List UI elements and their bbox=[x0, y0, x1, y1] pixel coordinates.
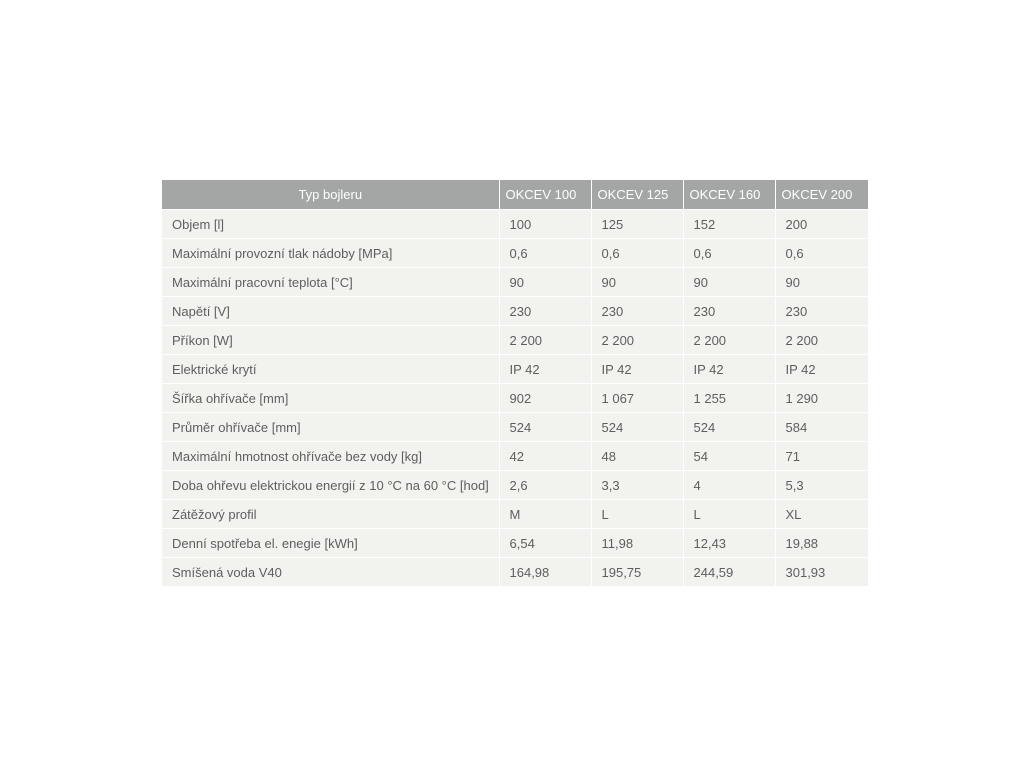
row-label: Maximální hmotnost ohřívače bez vody [kg] bbox=[162, 442, 499, 471]
cell-value: 0,6 bbox=[499, 239, 591, 268]
cell-value: 3,3 bbox=[591, 471, 683, 500]
cell-value: 0,6 bbox=[591, 239, 683, 268]
cell-value: 230 bbox=[683, 297, 775, 326]
table-row bbox=[162, 442, 868, 471]
cell-value: 54 bbox=[683, 442, 775, 471]
cell-value: IP 42 bbox=[683, 355, 775, 384]
cell-value: 90 bbox=[775, 268, 868, 297]
cell-value: 195,75 bbox=[591, 558, 683, 587]
cell-value: L bbox=[591, 500, 683, 529]
cell-value: 164,98 bbox=[499, 558, 591, 587]
cell-value: 1 255 bbox=[683, 384, 775, 413]
cell-value: 0,6 bbox=[775, 239, 868, 268]
cell-value: IP 42 bbox=[499, 355, 591, 384]
cell-value: M bbox=[499, 500, 591, 529]
header-cell-okcev-160: OKCEV 160 bbox=[683, 180, 775, 210]
cell-value: 230 bbox=[591, 297, 683, 326]
cell-value: 230 bbox=[775, 297, 868, 326]
table-row bbox=[162, 326, 868, 355]
row-label: Zátěžový profil bbox=[162, 500, 499, 529]
cell-value: 0,6 bbox=[683, 239, 775, 268]
cell-value: IP 42 bbox=[775, 355, 868, 384]
table-row bbox=[162, 384, 868, 413]
cell-value: 152 bbox=[683, 210, 775, 239]
cell-value: 90 bbox=[591, 268, 683, 297]
cell-value: 524 bbox=[683, 413, 775, 442]
header-cell-boiler-type: Typ bojleru bbox=[162, 180, 499, 210]
table-row bbox=[162, 355, 868, 384]
cell-value: 200 bbox=[775, 210, 868, 239]
cell-value: 4 bbox=[683, 471, 775, 500]
cell-value: 12,43 bbox=[683, 529, 775, 558]
table-row bbox=[162, 500, 868, 529]
table-row bbox=[162, 471, 868, 500]
cell-value: 5,3 bbox=[775, 471, 868, 500]
cell-value: 2 200 bbox=[775, 326, 868, 355]
cell-value: 90 bbox=[499, 268, 591, 297]
cell-value: 524 bbox=[591, 413, 683, 442]
cell-value: 1 067 bbox=[591, 384, 683, 413]
cell-value: IP 42 bbox=[591, 355, 683, 384]
table-row bbox=[162, 297, 868, 326]
table-row bbox=[162, 529, 868, 558]
cell-value: 11,98 bbox=[591, 529, 683, 558]
cell-value: 2 200 bbox=[499, 326, 591, 355]
cell-value: 71 bbox=[775, 442, 868, 471]
cell-value: 2,6 bbox=[499, 471, 591, 500]
cell-value: 19,88 bbox=[775, 529, 868, 558]
cell-value: 125 bbox=[591, 210, 683, 239]
row-label: Smíšená voda V40 bbox=[162, 558, 499, 587]
boiler-spec-table bbox=[162, 180, 868, 587]
cell-value: 584 bbox=[775, 413, 868, 442]
table-row bbox=[162, 268, 868, 297]
cell-value: L bbox=[683, 500, 775, 529]
row-label: Denní spotřeba el. enegie [kWh] bbox=[162, 529, 499, 558]
cell-value: 902 bbox=[499, 384, 591, 413]
row-label: Elektrické krytí bbox=[162, 355, 499, 384]
header-cell-okcev-125: OKCEV 125 bbox=[591, 180, 683, 210]
spec-table-container bbox=[162, 180, 868, 587]
cell-value: 1 290 bbox=[775, 384, 868, 413]
cell-value: 524 bbox=[499, 413, 591, 442]
row-label: Maximální pracovní teplota [°C] bbox=[162, 268, 499, 297]
table-row bbox=[162, 239, 868, 268]
cell-value: XL bbox=[775, 500, 868, 529]
cell-value: 301,93 bbox=[775, 558, 868, 587]
table-row bbox=[162, 210, 868, 239]
row-label: Napětí [V] bbox=[162, 297, 499, 326]
header-cell-okcev-200: OKCEV 200 bbox=[775, 180, 868, 210]
cell-value: 244,59 bbox=[683, 558, 775, 587]
row-label: Příkon [W] bbox=[162, 326, 499, 355]
row-label: Doba ohřevu elektrickou energií z 10 °C na 60 °C [hod] bbox=[162, 471, 499, 500]
table-row bbox=[162, 413, 868, 442]
cell-value: 230 bbox=[499, 297, 591, 326]
row-label: Průměr ohřívače [mm] bbox=[162, 413, 499, 442]
cell-value: 2 200 bbox=[591, 326, 683, 355]
cell-value: 2 200 bbox=[683, 326, 775, 355]
cell-value: 100 bbox=[499, 210, 591, 239]
cell-value: 90 bbox=[683, 268, 775, 297]
row-label: Objem [l] bbox=[162, 210, 499, 239]
row-label: Šířka ohřívače [mm] bbox=[162, 384, 499, 413]
cell-value: 42 bbox=[499, 442, 591, 471]
cell-value: 48 bbox=[591, 442, 683, 471]
table-header-row bbox=[162, 180, 868, 210]
row-label: Maximální provozní tlak nádoby [MPa] bbox=[162, 239, 499, 268]
cell-value: 6,54 bbox=[499, 529, 591, 558]
table-row bbox=[162, 558, 868, 587]
header-cell-okcev-100: OKCEV 100 bbox=[499, 180, 591, 210]
